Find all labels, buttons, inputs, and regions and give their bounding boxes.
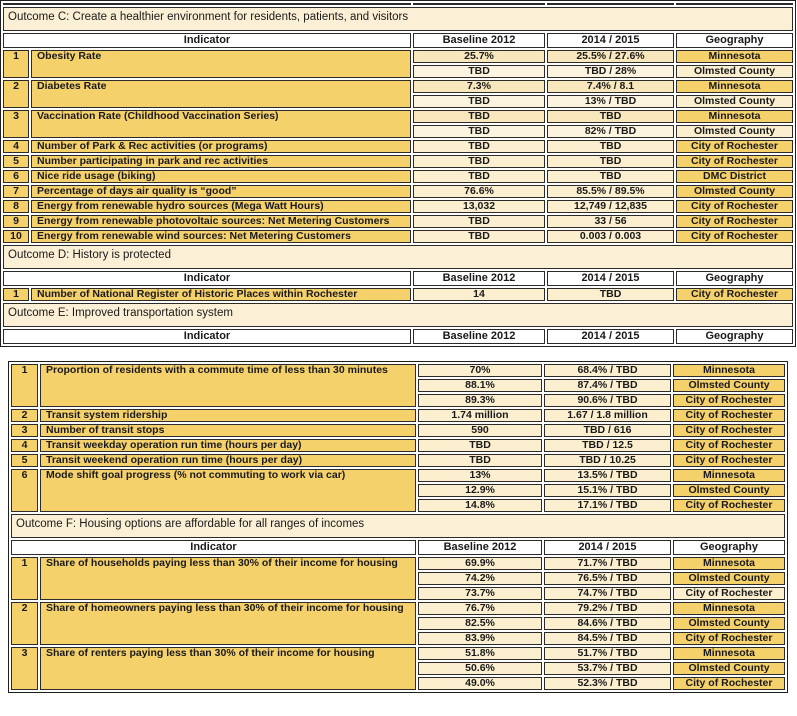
cell-row-number: 5 [11,454,38,467]
section-title: Outcome E: Improved transportation system [3,303,793,327]
cell-baseline-2012: 51.8% [418,647,542,660]
cell-indicator: Transit system ridership [40,409,416,422]
cell-2014-2015: 13% / TBD [547,95,674,108]
cell-2014-2015: 90.6% / TBD [544,394,671,407]
cell-2014-2015: TBD / 10.25 [544,454,671,467]
cell-geography: Olmsted County [673,662,785,675]
column-header-geography: Geography [676,33,793,48]
cell-geography: City of Rochester [673,394,785,407]
cell-baseline-2012: 14 [413,288,545,301]
cropped-cell [676,3,793,5]
cell-2014-2015: 7.4% / 8.1 [547,80,674,93]
section-title: Outcome D: History is protected [3,245,793,269]
cell-row-number: 2 [11,409,38,422]
cell-geography: City of Rochester [676,140,793,153]
cell-indicator: Diabetes Rate [31,80,411,108]
column-header-geography: Geography [676,329,793,344]
cell-baseline-2012: 25.7% [413,50,545,63]
cell-row-number: 4 [3,140,29,153]
cell-2014-2015: 74.7% / TBD [544,587,671,600]
cell-geography: Olmsted County [676,95,793,108]
table-row [3,215,793,228]
column-header-baseline-2012: Baseline 2012 [413,33,545,48]
cell-baseline-2012: 590 [418,424,542,437]
cell-baseline-2012: TBD [418,439,542,452]
cell-geography: Minnesota [673,647,785,660]
cropped-cell [547,3,674,5]
cell-row-number: 1 [11,557,38,600]
cell-baseline-2012: TBD [413,230,545,243]
cell-row-number: 3 [11,424,38,437]
cell-geography: Olmsted County [676,65,793,78]
column-header-row [3,271,793,286]
cell-indicator: Energy from renewable wind sources: Net Metering Customers [31,230,411,243]
cell-2014-2015: 84.5% / TBD [544,632,671,645]
cell-geography: Olmsted County [673,379,785,392]
cell-row-number: 6 [3,170,29,183]
table-row [3,140,793,153]
table-row [11,409,785,422]
cell-indicator: Number of transit stops [40,424,416,437]
cell-baseline-2012: 76.6% [413,185,545,198]
cell-indicator: Transit weekend operation run time (hours per day) [40,454,416,467]
section-title-row [3,7,793,31]
table-row [3,170,793,183]
cell-2014-2015: TBD / 28% [547,65,674,78]
cell-row-number: 9 [3,215,29,228]
table-row [3,185,793,198]
cell-indicator: Share of households paying less than 30% of their income for housing [40,557,416,600]
table-row [11,557,785,570]
cell-geography: Olmsted County [673,617,785,630]
table-row [11,454,785,467]
cell-baseline-2012: TBD [413,170,545,183]
cell-indicator: Number participating in park and rec activities [31,155,411,168]
cell-geography: City of Rochester [673,439,785,452]
column-header-indicator: Indicator [3,329,411,344]
column-header-2014-2015: 2014 / 2015 [547,271,674,286]
outcomes-table-upper [0,0,796,347]
table-row [3,155,793,168]
cropped-cell [413,3,545,5]
cell-row-number: 5 [3,155,29,168]
cell-geography: City of Rochester [673,587,785,600]
cell-indicator: Energy from renewable photovoltaic sources: Net Metering Customers [31,215,411,228]
table-row [3,230,793,243]
cell-geography: City of Rochester [673,677,785,690]
cell-2014-2015: 71.7% / TBD [544,557,671,570]
cell-baseline-2012: 7.3% [413,80,545,93]
cell-row-number: 1 [3,288,29,301]
column-header-baseline-2012: Baseline 2012 [413,271,545,286]
column-header-indicator: Indicator [3,33,411,48]
cell-2014-2015: 85.5% / 89.5% [547,185,674,198]
cell-geography: DMC District [676,170,793,183]
cell-baseline-2012: 73.7% [418,587,542,600]
cropped-cell [3,3,411,5]
cell-geography: Minnesota [676,110,793,123]
table-row [11,647,785,660]
cell-geography: Minnesota [673,602,785,615]
table-row [3,110,793,123]
column-header-2014-2015: 2014 / 2015 [544,540,671,555]
cell-baseline-2012: 69.9% [418,557,542,570]
cell-2014-2015: TBD / 616 [544,424,671,437]
column-header-2014-2015: 2014 / 2015 [547,329,674,344]
table-row [11,469,785,482]
cell-baseline-2012: TBD [413,95,545,108]
cell-baseline-2012: TBD [418,454,542,467]
cell-baseline-2012: TBD [413,140,545,153]
cell-geography: City of Rochester [676,230,793,243]
cell-baseline-2012: TBD [413,110,545,123]
cell-indicator: Proportion of residents with a commute time of less than 30 minutes [40,364,416,407]
section-title-row [11,514,785,538]
cell-indicator: Number of National Register of Historic Places within Rochester [31,288,411,301]
cell-baseline-2012: 83.9% [418,632,542,645]
cell-indicator: Energy from renewable hydro sources (Mega Watt Hours) [31,200,411,213]
cell-baseline-2012: 70% [418,364,542,377]
cell-row-number: 4 [11,439,38,452]
cell-indicator: Mode shift goal progress (% not commuting to work via car) [40,469,416,512]
cell-indicator: Obesity Rate [31,50,411,78]
cell-baseline-2012: 50.6% [418,662,542,675]
cell-baseline-2012: 49.0% [418,677,542,690]
cell-2014-2015: 76.5% / TBD [544,572,671,585]
cell-baseline-2012: 13% [418,469,542,482]
cell-2014-2015: 84.6% / TBD [544,617,671,630]
cell-2014-2015: 33 / 56 [547,215,674,228]
cell-row-number: 8 [3,200,29,213]
cell-2014-2015: 25.5% / 27.6% [547,50,674,63]
cell-baseline-2012: 76.7% [418,602,542,615]
column-header-baseline-2012: Baseline 2012 [418,540,542,555]
cell-geography: City of Rochester [673,409,785,422]
column-header-2014-2015: 2014 / 2015 [547,33,674,48]
cell-geography: City of Rochester [673,632,785,645]
cell-row-number: 3 [3,110,29,138]
cell-2014-2015: TBD [547,170,674,183]
cell-2014-2015: 0.003 / 0.003 [547,230,674,243]
column-header-geography: Geography [676,271,793,286]
cell-baseline-2012: 74.2% [418,572,542,585]
cell-2014-2015: 51.7% / TBD [544,647,671,660]
cell-2014-2015: TBD [547,140,674,153]
outcomes-table-lower [8,361,788,693]
table-row [11,439,785,452]
cell-baseline-2012: TBD [413,155,545,168]
cell-geography: Olmsted County [676,185,793,198]
cell-geography: City of Rochester [676,155,793,168]
cropped-row-above [3,3,793,5]
cell-2014-2015: 15.1% / TBD [544,484,671,497]
cell-indicator: Nice ride usage (biking) [31,170,411,183]
cell-baseline-2012: TBD [413,125,545,138]
cell-baseline-2012: 12.9% [418,484,542,497]
column-header-geography: Geography [673,540,785,555]
cell-2014-2015: 79.2% / TBD [544,602,671,615]
cell-row-number: 1 [11,364,38,407]
cell-2014-2015: 68.4% / TBD [544,364,671,377]
cell-geography: City of Rochester [673,454,785,467]
cell-geography: Minnesota [673,557,785,570]
column-header-row [3,329,793,344]
cell-geography: City of Rochester [673,424,785,437]
column-header-indicator: Indicator [3,271,411,286]
cell-2014-2015: TBD [547,110,674,123]
column-header-baseline-2012: Baseline 2012 [413,329,545,344]
cell-row-number: 2 [11,602,38,645]
cell-geography: City of Rochester [676,215,793,228]
table-row [3,80,793,93]
cell-baseline-2012: 89.3% [418,394,542,407]
cell-row-number: 10 [3,230,29,243]
cell-row-number: 6 [11,469,38,512]
cell-row-number: 7 [3,185,29,198]
cell-baseline-2012: TBD [413,65,545,78]
table-row [3,200,793,213]
cell-2014-2015: 87.4% / TBD [544,379,671,392]
cell-2014-2015: 13.5% / TBD [544,469,671,482]
column-header-row [3,33,793,48]
cell-geography: Olmsted County [673,572,785,585]
table-row [3,288,793,301]
column-header-row [11,540,785,555]
table-row [11,364,785,377]
cell-2014-2015: 1.67 / 1.8 million [544,409,671,422]
table-row [11,424,785,437]
cell-2014-2015: 17.1% / TBD [544,499,671,512]
cell-indicator: Share of renters paying less than 30% of their income for housing [40,647,416,690]
cell-2014-2015: 82% / TBD [547,125,674,138]
cell-2014-2015: TBD [547,155,674,168]
table-row [3,50,793,63]
cell-geography: Minnesota [676,80,793,93]
cell-indicator: Share of homeowners paying less than 30% of their income for housing [40,602,416,645]
cell-geography: Olmsted County [676,125,793,138]
cell-baseline-2012: 14.8% [418,499,542,512]
cell-geography: City of Rochester [676,288,793,301]
cell-2014-2015: 52.3% / TBD [544,677,671,690]
cell-baseline-2012: 88.1% [418,379,542,392]
cell-row-number: 3 [11,647,38,690]
cell-2014-2015: TBD / 12.5 [544,439,671,452]
cell-indicator: Transit weekday operation run time (hours per day) [40,439,416,452]
cell-geography: Minnesota [673,469,785,482]
cell-geography: Olmsted County [673,484,785,497]
cell-indicator: Number of Park & Rec activities (or programs) [31,140,411,153]
cell-baseline-2012: 82.5% [418,617,542,630]
cell-geography: Minnesota [676,50,793,63]
cell-baseline-2012: TBD [413,215,545,228]
column-header-indicator: Indicator [11,540,416,555]
cell-row-number: 2 [3,80,29,108]
cell-2014-2015: 53.7% / TBD [544,662,671,675]
cell-geography: City of Rochester [676,200,793,213]
cell-geography: Minnesota [673,364,785,377]
cell-2014-2015: 12,749 / 12,835 [547,200,674,213]
section-title: Outcome F: Housing options are affordable for all ranges of incomes [11,514,785,538]
section-title: Outcome C: Create a healthier environment for residents, patients, and visitors [3,7,793,31]
cell-2014-2015: TBD [547,288,674,301]
cell-row-number: 1 [3,50,29,78]
cell-baseline-2012: 13,032 [413,200,545,213]
cell-geography: City of Rochester [673,499,785,512]
cell-indicator: Percentage of days air quality is “good” [31,185,411,198]
cell-indicator: Vaccination Rate (Childhood Vaccination Series) [31,110,411,138]
cell-baseline-2012: 1.74 million [418,409,542,422]
table-row [11,602,785,615]
section-title-row [3,303,793,327]
section-title-row [3,245,793,269]
